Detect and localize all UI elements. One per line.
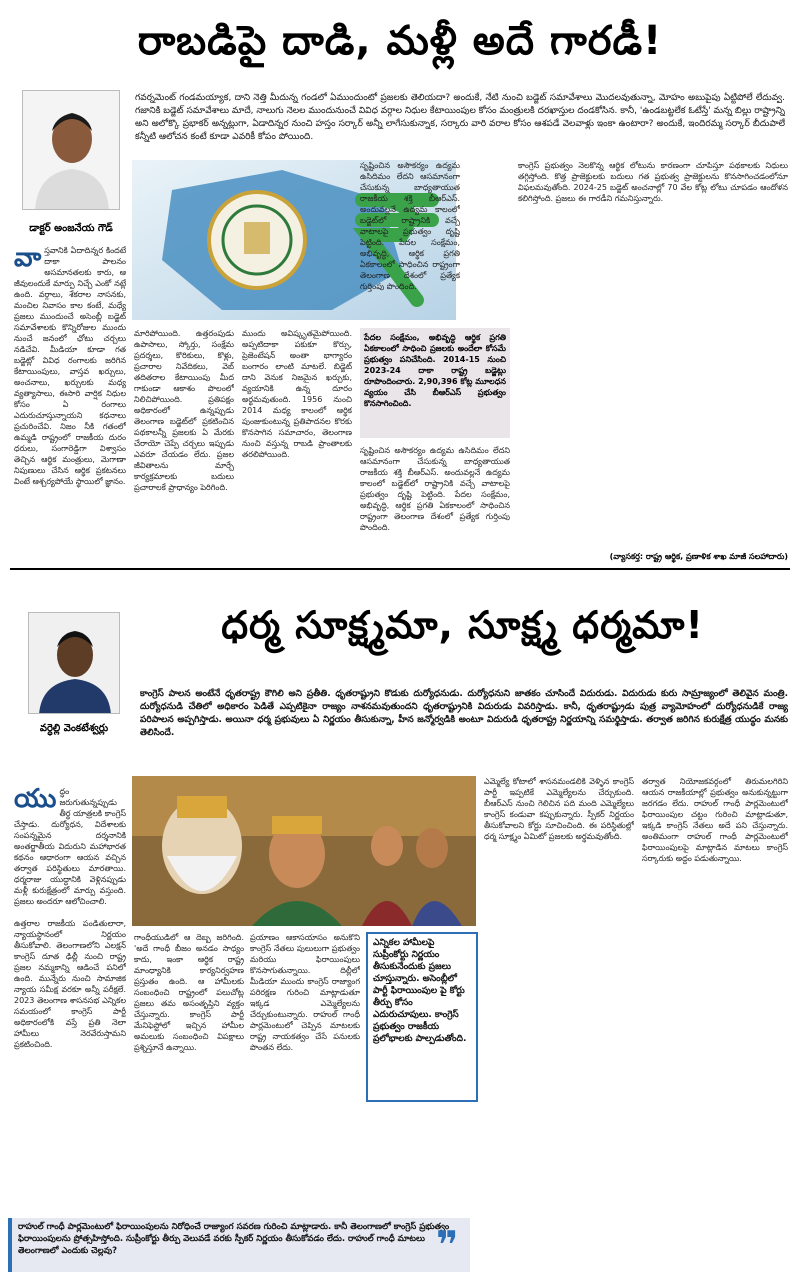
article2-col4: ఎమ్మెల్యే కోటాలో శాసనమండలికి వెళ్ళిన కాంగ్రెస్ పార్టీ ఇప్పటికే ఎమ్మెల్యేలను చేర్చుకుంది. బీఆర్ఎస్ నుంచి గెలిచిన పది మంది ఎమ్మెల్యేలు కాంగ్రెస్ కండువా కప్పుకున్నారు. స్పీకర్ నిర్ణయం తీసుకోవాలని కోర్టు సూచించింది. ఈ పరిస్థితుల్లో ధర్మ సూక్ష్మం ఏమిటో ప్రజలకు అర్థమవుతోంది. [484,777,634,841]
author2-photo [28,612,120,714]
article1-headline: రాబడిపై దాడి, మళ్లీ అదే గారడీ! [137,18,663,64]
author1-photo [22,90,120,210]
article2-col3: ప్రయాణం ఆకాసయాసం అనుకొని కాంగ్రెస్ నేతలు పులులుగా ప్రభుత్వం మరియు ఫిరాయింపులు కొనసాగుతున్నాయి. దిల్లీలో మీడియా ముందు కాంగ్రెస్ రాజ్యాంగ పరిరక్షణ గురించి మాట్లాడుతూ ఇక్కడ ఎమ్మెల్యేలను చేర్చుకుంటున్నారు. రాహుల్ గాంధీ పార్లమెంటులో చెప్పిన మాటలకు రాష్ట్ర నాయకత్వం చేసే పనులకు పొంతన లేదు. [250,933,360,1052]
article1-col4: సృష్టించిన అసౌకర్యం ఉద్యమ ఉసిదిమం లేదని ఆసమానంగా చేసుకున్న బాధ్యతాయుత రాజకీయ శక్తి బీఆర్ఎస్. అందువల్లనే ఉద్యమ కాలంలో బడ్జెట్‌లో రాష్ట్రానికి వచ్చే వాటాలపై ప్రభుత్వం దృష్టి పెట్టింది. పేదల సంక్షేమం, అభివృద్ధి, ఆర్థిక ప్రగతి ఏకకాలంలో సాధించిన రాష్ట్రంగా తెలంగాణ దేశంలో ప్రత్యేక గుర్తింపు పొందింది. [360,161,460,291]
article2-col1b: ఉత్తరాల రాజకీయ పండితులారా, న్యాయస్థానంలో నిర్ణయం తీసుకోవాలి. తెలంగాణలోని ఎలక్షన్ కాంగ్రెస్ దూత ఢిల్లీ నుంచి రాష్ట్ర ప్రజల నమ్మకాన్ని ఆడించే పనిలో ఉంది. మున్నేరు నుంచి సామాజిక న్యాయ సమీక్ష వరకూ అన్నీ పరీక్షలే. 2023 తెలంగాణ శాసనసభ ఎన్నికల సమయంలో కాంగ్రెస్ పార్టీ అధికారంలోకి వస్తే ప్రతి నెలా హామీలు నెరవేరుస్తామని ప్రకటించింది. [14,919,126,1049]
article1-col5: కాంగ్రెస్ ప్రభుత్వం నెలకొన్న ఆర్థిక లోటును కారణంగా చూపిస్తూ పథకాలకు నిధులు తగ్గిస్తోంది. కొత్త ప్రాజెక్టులకు బదులు గత ప్రభుత్వ ప్రాజెక్టులను కొనసాగించడంలోనూ విఫలమవుతోంది. 2024-25 బడ్జెట్ అంచనాల్లో 70 వేల కోట్ల లోటు చూపడం ఆందోళన కలిగిస్తోంది. ప్రజలు ఈ గారడీని గమనిస్తున్నారు. [518,161,788,203]
article2-banner [8,1218,470,1272]
article2-col2: గాంధీయుడిలో ఆ దెబ్బ జరిగింది. 'అదే గాంధీ బీజం అనడం సాధ్యం కాదు, ఇంకా ఆర్థిక రాష్ట్ర మాంధ్యానికి కార్యనిర్వహణ ప్రస్తుతం ఉంది. ఆ హామీలకు సంబంధించి రాష్ట్రంలో పలుచోట్ల ప్రజలు తమ అసంతృప్తిని వ్యక్తం చేస్తున్నారు. కాంగ్రెస్ పార్టీ మేనిఫెస్టోలో ఇచ్చిన హామీల అమలుకు సంబంధించి విపక్షాలు ప్రశ్నిస్తూనే ఉన్నాయి. [134,933,244,1052]
article2-pull-quote: ఎన్నికల హామీలపై సుప్రీంకోర్టు నిర్ణయం తీసుకునేందుకు ప్రజలు చూస్తున్నారు. అసెంబ్లీలో పార్టీ ఫిరాయింపుల పై కోర్టు తీర్పు కోసం ఎదురుచూపులు. కాంగ్రెస్ ప్రభుత్వం రాజకీయ ప్రలోభాలకు పాల్పడుతోంది. [366,932,478,1102]
article1-highlight-box: పేదల సంక్షేమం, అభివృద్ధి ఆర్థిక ప్రగతి ఏకకాలంలో సాధించి ప్రజలకు అందేలా కోసమే ప్రభుత్వం పనిచేసింది. 2014-15 నుంచి 2023-24 దాకా రాష్ట్ర బడ్జెట్లు రూపొందించారు. 2,90,396 కోట్ల మూలధన వ్యయం చేసి బీఆర్ఎస్ ప్రభుత్వం కొనసాగించింది. [360,328,510,438]
article1-col2: మారిపోయింది. ఉత్తరంపుడు ఉపాసాలు, స్కోర్తు, సంక్షేమ ప్రదర్శలు, కొరికులు, కొళ్లు, ప్రచారాల నివేదికలు, వెబ్ తదితరాల కేటాయింపు మీద గాకుండా ఆకాశం పొలంలో నిలిచిపోయింది. ప్రతిపక్షం అధికారంలో ఉన్నప్పుడు తెలంగాణ బడ్జెట్‌లో ప్రకటించిన పథకాలన్నీ ప్రజలకు ఏ మేరకు చేరాయో చెప్పే చర్చలు ఇప్పుడు ఎవరూ చేయడం లేదు. ప్రజల జీవితాలను మార్చే కార్యక్రమాలకు బదులు ప్రచారాలకే ప్రాధాన్యం పెరిగింది. [134,329,234,492]
article2-headline: ధర్మ సూక్ష్మమా, సూక్ష్మ ధర్మమా! [221,603,704,647]
article2-banner-text: రాహుల్ గాంధీ పార్లమెంటులో ఫిరాయింపులను నిరోధించే రాజ్యాంగ సవరణ గురించి మాట్లాడారు. కానీ తెలంగాణలో కాంగ్రెస్ ప్రభుత్వం ఫిరాయింపులను ప్రోత్సహిస్తోంది. సుప్రీంకోర్టు తీర్పు వెలువడే వరకు స్పీకర్ నిర్ణయం తీసుకోవడం లేదు. రాహుల్ గాంధీ మాటలు తెలంగాణలో ఎందుకు చెల్లవు? [18,1222,450,1256]
author1-byline: డాక్టర్ అంజనేయ గౌడ్ [29,223,113,234]
article2-lead: కాంగ్రెస్ పాలన అంటేనే ధృతరాష్ట్ర కౌగిలి అని ప్రతీతి. ధృతరాష్ట్రుని కొడుకు దుర్యోధనుడు. దుర్యోధనుని జాతకం చూసిందే విదురుడు. విదురుడు కురు సామ్రాజ్యంలో తెలివైన మంత్రి. దుర్యోధనుడి చేతిలో అధికారం పెడితే ఎప్పటికైనా రాజ్యం నాశనమవుతుందని ధృతరాష్ట్రునికి విదురుడు వివరిస్తాడు. కానీ, ధృతరాష్ట్రుడు పుత్ర వ్యామోహంలో దుర్యోధనుడికే రాజ్య పరిపాలన అప్పగిస్తాడు. అయినా ధర్మ ప్రభువులు ఏ నిర్ణయం తీసుకున్నా, హీన జన్మోర్వడికి అంటూ విదురుడి ధృతరాష్ట్ర నిర్ణయాన్ని సమర్థిస్తాడు. తర్వాత జరిగిన కురుక్షేత్ర యుద్ధం మనకు తెలిసిందే. [140,689,788,738]
article2-col5: తర్వాత నియోజకవర్గంలో తిరుమలగిరిని ఆయన రాజకీయాల్లో ప్రభుత్వం అనుకున్నట్టుగా జరగడం లేదు. రాహుల్ గాంధీ పార్లమెంటులో ఫిరాయింపుల చట్టం గురించి మాట్లాడుతూ, ఇక్కడి కాంగ్రెస్ నేతలు అదే పని చేస్తున్నారు. అంతిమంగా రాహుల్ గాంధీ పార్లమెంటులో ఫిరాయింపులపై మాట్లాడిన మాటలు కాంగ్రెస్ సర్కారుకు అద్దం పడుతున్నాయి. [642,777,788,863]
article2-drop-cap: యు [14,786,57,814]
article1-col3: ముందు అవిష్కృతమైపోయింది. అప్పటిదాకా పకుకూ కొర్సు, ప్రెజెంటేషన్ అంతా భాగ్యారం బంగారం లాంటి మాటలే. బిడ్జెట్ దాని వెనుక నిజమైన ఖర్చుకు, వ్యయానికి ఉన్న దూరం అర్థమవుతుంది. 1956 నుంచి 2014 మధ్య కాలంలో ఆర్థిక పుంజుకుంటున్న ప్రతిపాదనల కొరకు కొనసాగిన సమాచారం, తెలంగాణ నుంచి వస్తున్న రాబడి ప్రాంతాలకు తరలిపోయింది. [242,329,352,459]
quote-mark-icon: ❞ [436,1223,459,1267]
article2-col1: యు ద్ధం జరుగుతున్నప్పుడు తీర్థ యాత్రలకి కాంగ్రెస్ చేస్తాడు. దుర్యోధన, విదేశాలకు సంపన్నమైన దర్శనానికి అంతర్జాతీయ విదురుని మహాభారత కథనం ఆధారంగా ఆయన వచ్చిన తర్వాత పరిస్థితులు మారతాయి. ధర్మరాజు యుద్ధానికి వెళ్లినప్పుడు మళ్లీ కురుక్షేత్రంలో మార్పు వస్తుంది. ప్రజలు అందరూ ఆలోచించాలి. [14,786,126,906]
article-divider [10,568,790,570]
article1-drop-cap: వా [14,245,42,273]
article1-footer-note: (వ్యాసకర్త: రాష్ట్ర ఆర్థిక, ప్రణాళిక శాఖ మాజీ సలహాదారు) [609,552,788,561]
article1-col4b: సృష్టించిన అసౌకర్యం ఉద్యమ ఉసిదిమం లేదని ఆసమానంగా చేసుకున్న బాధ్యతాయుత రాజకీయ శక్తి బీఆర్ఎస్. అందువల్లనే ఉద్యమ కాలంలో బడ్జెట్‌లో రాష్ట్రానికి వచ్చే వాటాలపై ప్రభుత్వం దృష్టి పెట్టింది. పేదల సంక్షేమం, అభివృద్ధి, ఆర్థిక ప్రగతి ఏకకాలంలో సాధించిన రాష్ట్రంగా తెలంగాణ దేశంలో ప్రత్యేక గుర్తింపు పొందింది. [360,446,510,532]
author2-byline: వర్ధెల్లి వెంకటేశ్వర్లు [39,723,109,734]
article2-mahabharata-painting [132,776,476,926]
article1-col1: వా స్తవానికి ఏదాదిన్నర కిందటే దాకా పాలనం అసమానతలకు కారు, ఆ జీవులందుకే మార్పు నిచ్చే ఎంకో నట్లే ఉంది. వర్గాలు, శేకరాల నాసనకు, మంచిల నివాసం కాల కంటే, మధ్యే ప్రజలు ముందుంచే అసెంబ్లీ బడ్జెట్ సమావేశాలకు కొన్నిరోజుల ముందు నుంచే జనంలో ఛోటు చర్చలు నడిచేవి. మీడియా కూడా గత బడ్జెట్లో వివిధ రంగాలకు జరిగిన కేటాయింపులు, వాస్తవ ఖర్చులు, అంచనాలు, ఖర్చులకు మధ్య వ్యత్యాసాలు, ఈసారి వార్షిక నిధుల కోసం ఏ రంగాలు ఎదురుచూస్తున్నాయని కధనాలు ప్రచురించేవి. నిజం నీకి గతంలో ఉమ్మడి రాష్ట్రంలో రాజకీయ దురం ధరులు, సంగారెడ్డిగా విశ్వాసం తెచ్చిన ఆర్థిక మంత్రులు, మెగాణా నిపుణులు చేసిన ఆర్థిక ప్రకటనలు వింటే ఆశ్చర్యపోయే స్థాయిలో జ్ఞానం. [14,245,126,486]
article1-lead: గవర్నమెంట్ గండమయ్యాక, దాని నెత్తి మీదున్న గండలో ఏముందుంటో ప్రజలకు తెలియదా? అందుకే, నేటి నుంచి బడ్జెట్ సమావేశాలు మొదలవుతున్నా, మోహం అబుపైపు ఏట్టిపోలే లేదువ్వ. గజానికి బడ్జెట్ సమావేశాలు మాదే, నాలుగు నెలల ముందునుంచే వివిధ వర్గాల నిధుల కేటాయింపుల కోసం మంత్రులకి దరఖాస్తుల దండకోసిన. కానీ, 'ఉండబట్టలేక ఓటేస్తే' మన్న బిల్లు రాష్ట్రాన్ని అని అలోక్కొ ప్రభాకర్ అన్నట్లుగా, ఏడాదిన్నర నుంచి హస్తం సర్కార్ అన్నీ లాగేసుకున్నాక, సర్కారు వారి వరాల కోసం ఆశపడే వెలవాళ్లు ఇంకా ఉంటారా? అందుకే, ఇందిరమ్మ సర్కార్ బీదుపాలే కన్నీటి ఆలోచన కంటే కూడా ఎవరికీ కోపం పోయింది. [135,93,785,142]
